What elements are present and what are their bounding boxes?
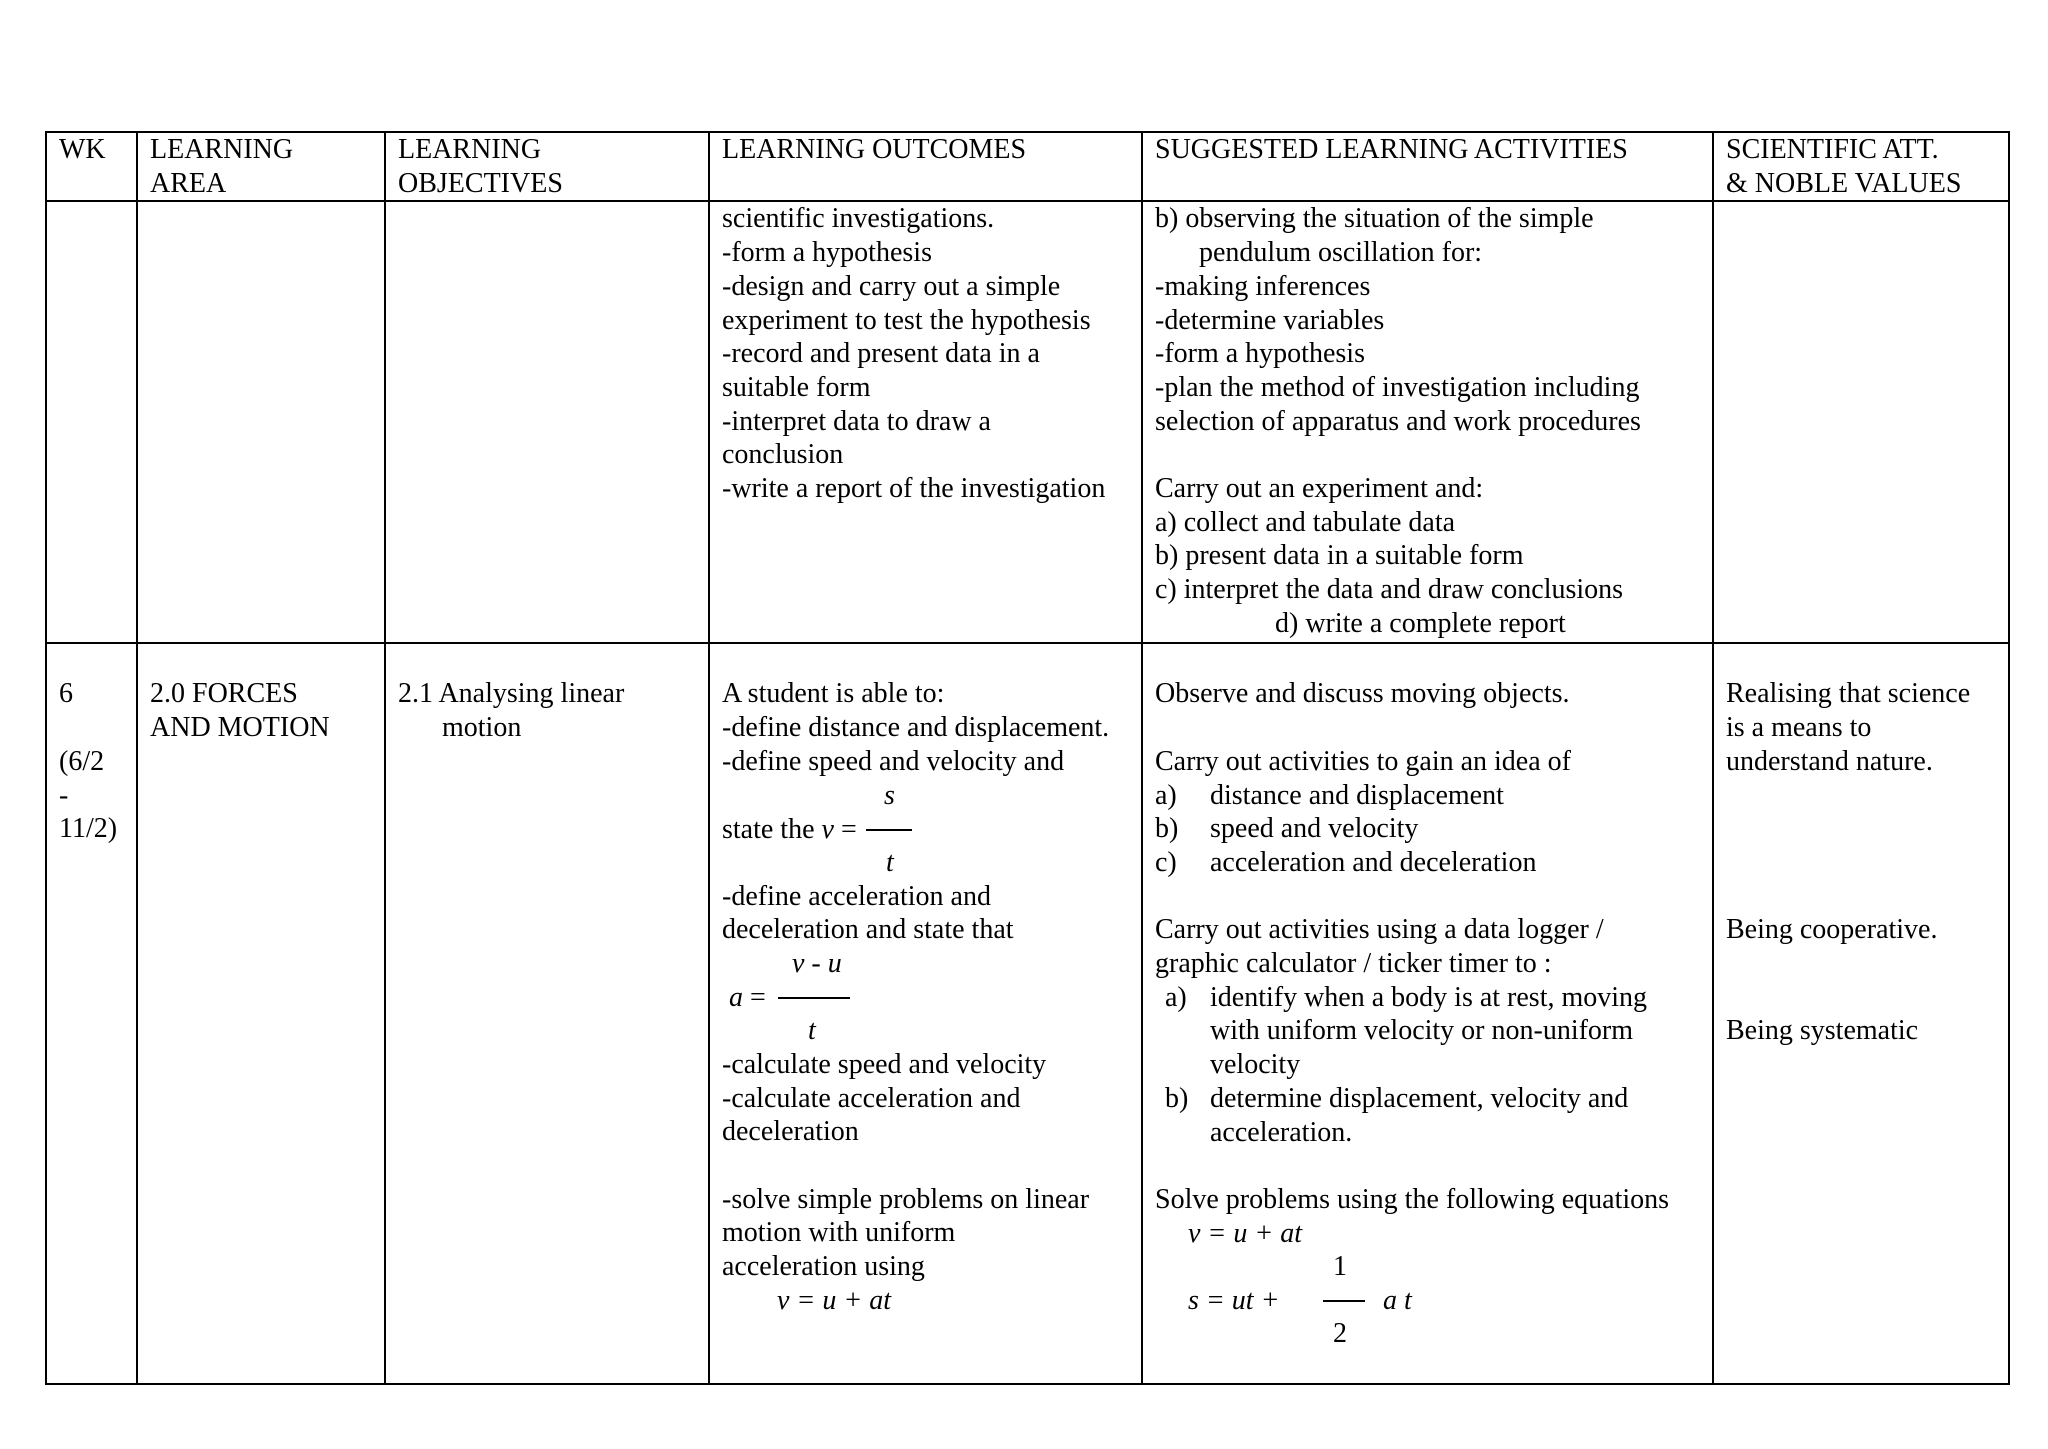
row2-outcomes-cell: A student is able to: -define distance and displacement. -define speed and velocity and s state the v = t -define acceleration and deceleration and state that v - u a = t -calculate speed and velocity -calculate acceleration and deceleration -solve simple problems on linear motion with uniform acceleration using v = u + at — [709, 643, 1142, 1384]
row2-objectives-cell: 2.1 Analysing linear motion — [385, 643, 709, 1384]
header-learning-outcomes: LEARNING OUTCOMES — [709, 132, 1142, 201]
list-item: -design and carry out a simple — [722, 270, 1061, 302]
list-item: conclusion — [722, 439, 844, 471]
list-item: d) write a complete report — [1275, 607, 1566, 639]
list-item: b) present data in a suitable form — [1155, 540, 1524, 572]
list-item: selection of apparatus and work procedures — [1155, 405, 1641, 437]
lesson-plan-table — [45, 131, 2010, 1385]
header-row — [46, 132, 2009, 201]
row1-objectives-cell — [385, 201, 709, 643]
list-item: suitable form — [722, 371, 871, 403]
list-item: a) collect and tabulate data — [1155, 506, 1456, 538]
list-item: b) speed and velocity — [1155, 813, 1419, 845]
list-item: b) determine displacement, velocity and — [1165, 1082, 1629, 1114]
row2-activities-cell: Observe and discuss moving objects. Carry out activities to gain an idea of a) distance and displacement b) speed and velocity c) acceleration and deceleration Carry out activities using a data logger / graphic calculator / ticker timer to : a) identify when a body is at rest, moving with uniform velocity or non-uniform velocity b) determine displacement, velocity and acceleration. Solve problems using the following equations v = u + at 1 s = ut + 2 a t — [1142, 643, 1713, 1384]
list-item: Carry out an experiment and: — [1155, 473, 1484, 505]
list-item: -record and present data in a — [722, 338, 1040, 370]
header-learning-area: LEARNING AREA — [137, 132, 385, 201]
list-item: a) identify when a body is at rest, moving — [1165, 981, 1648, 1013]
list-item: a) distance and displacement — [1155, 779, 1504, 811]
row2-wk-cell: 6 (6/2 - 11/2) — [46, 643, 137, 1384]
list-item: -determine variables — [1155, 304, 1385, 336]
list-item: scientific investigations. — [722, 203, 995, 235]
row2-area-cell: 2.0 FORCES AND MOTION — [137, 643, 385, 1384]
list-item: pendulum oscillation for: — [1199, 237, 1483, 269]
list-item: -form a hypothesis — [1155, 338, 1365, 370]
table-row — [46, 201, 2009, 643]
list-item: -interpret data to draw a — [722, 405, 991, 437]
list-item: -write a report of the investigation — [722, 473, 1106, 505]
speed-formula: s state the v = t — [722, 779, 1131, 880]
list-item: c) acceleration and deceleration — [1155, 846, 1537, 878]
list-item: c) interpret the data and draw conclusions — [1155, 574, 1624, 606]
header-wk: WK — [46, 132, 137, 201]
header-scientific-values: SCIENTIFIC ATT. & NOBLE VALUES — [1713, 132, 2009, 201]
table-row — [46, 643, 2009, 1384]
row1-outcomes-cell — [709, 201, 1142, 643]
row2-values-cell: Realising that science is a means to understand nature. Being cooperative. Being systematic — [1713, 643, 2009, 1384]
list-item: b) observing the situation of the simple — [1155, 203, 1594, 235]
list-item: -making inferences — [1155, 270, 1371, 302]
list-item: -form a hypothesis — [722, 237, 932, 269]
list-item: -plan the method of investigation including — [1155, 371, 1640, 403]
header-suggested-activities: SUGGESTED LEARNING ACTIVITIES — [1142, 132, 1713, 201]
displacement-formula: 1 s = ut + 2 a t — [1188, 1251, 1412, 1350]
acceleration-formula: v - u a = t — [722, 947, 1131, 1048]
row1-area-cell — [137, 201, 385, 643]
header-learning-objectives: LEARNING OBJECTIVES — [385, 132, 709, 201]
row1-activities-cell — [1142, 201, 1713, 643]
row1-wk-cell — [46, 201, 137, 643]
row1-values-cell — [1713, 201, 2009, 643]
list-item: experiment to test the hypothesis — [722, 304, 1091, 336]
